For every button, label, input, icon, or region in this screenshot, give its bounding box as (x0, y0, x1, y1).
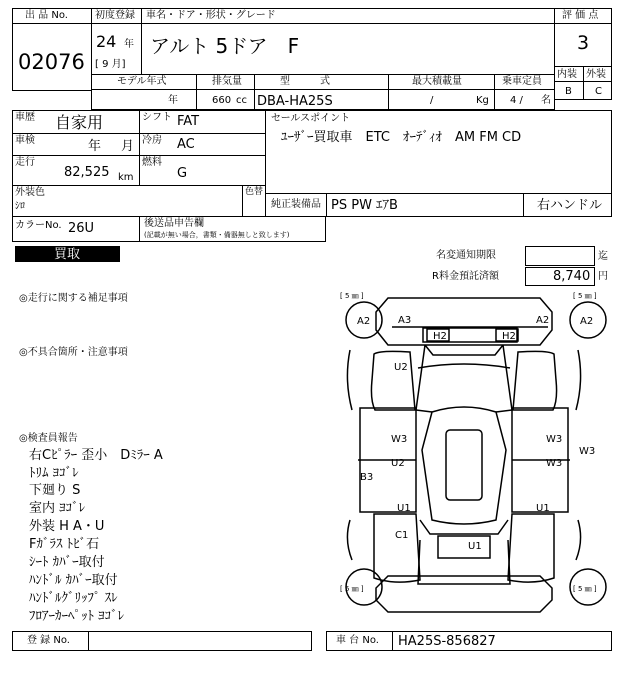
inspector-item: 右Cﾋﾟﾗｰ 歪小 Dﾐﾗｰ A (29, 448, 163, 463)
mark-front-bumper-left: A3 (398, 315, 412, 326)
history-label: 車歴 (15, 112, 35, 123)
mark-right-headlamp: H2 (502, 331, 516, 342)
capacity-unit: 名 (541, 95, 551, 106)
mark-left-door-rear: U2 (391, 458, 405, 469)
aircon-value: AC (177, 137, 195, 152)
mark-right-rear: U1 (536, 503, 550, 514)
mark-left-rear: U1 (397, 503, 411, 514)
max-load-unit: Kg (476, 95, 489, 106)
inspector-item: ﾄﾘﾑ ﾖｺﾞﾚ (29, 466, 79, 481)
mark-front-right-wheel: A2 (580, 316, 594, 327)
mark-left-fender: U2 (394, 362, 408, 373)
first-reg-year: 24 (96, 32, 117, 51)
inspector-item: Fｶﾞﾗｽ ﾄﾋﾞ石 (29, 537, 100, 552)
exterior-grade: C (595, 86, 602, 97)
model-type: DBA-HA25S (257, 94, 333, 109)
mileage-value: 82,525 (64, 165, 110, 180)
deadline-label: 名変通知期限 (436, 250, 496, 261)
shift-value: FAT (177, 114, 200, 129)
inspection-label: 車検 (15, 135, 35, 146)
exterior-label: 外装 (586, 69, 606, 80)
mark-rear-gate: U1 (468, 541, 482, 552)
inspector-label: ◎検査員報告 (19, 433, 78, 444)
aftermarket-note: (記載が無い場合，書類・備器無しと致します) (144, 231, 290, 239)
roof-panel (446, 430, 482, 500)
inspector-item: ﾊﾝﾄﾞﾙｸﾞﾘｯﾌﾟ ｽﾚ (29, 591, 118, 606)
color-no-label: カラーNo. (15, 220, 62, 231)
supplement-label: ◎走行に関する補足事項 (19, 293, 128, 304)
ext-color-label: 外装色 (15, 187, 45, 198)
left-rear-quarter (374, 514, 420, 582)
capacity-label: 乗車定員 (502, 76, 542, 87)
inspector-item: 下廻り S (29, 483, 81, 498)
recycle-label: R料金預託済額 (432, 271, 499, 282)
displacement-label: 排気量 (212, 76, 242, 87)
history-value: 自家用 (55, 113, 104, 132)
model-year-label: モデル年式 (117, 76, 167, 87)
mark-left-headlamp: H2 (433, 331, 447, 342)
buyback-label: 買取 (54, 247, 81, 262)
mark-left-side: B3 (360, 472, 374, 483)
inspector-item: ﾊﾝﾄﾞﾙ ｶﾊﾞｰ取付 (29, 573, 118, 588)
fuel-label: 燃料 (142, 157, 162, 168)
right-front-fender (513, 351, 557, 410)
aftermarket-label: 後送品申告欄 (144, 218, 204, 229)
repaint-label: 色替 (245, 187, 264, 197)
defects-label: ◎不具合箇所・注意事項 (19, 347, 128, 358)
recycle-amount: 8,740 (553, 269, 591, 284)
mark-left-door-front: W3 (391, 434, 408, 445)
inspection-month: 月 (121, 139, 135, 154)
displacement: 660 (212, 95, 232, 106)
tire-depth-fr: [ 5 ㎜ ] (573, 292, 597, 300)
shift-label: シフト (142, 112, 172, 123)
type-label: 型 式 (280, 76, 330, 87)
displacement-unit: cc (236, 95, 247, 106)
chassis-label: 車 台 No. (336, 635, 379, 646)
rear-gate (418, 540, 510, 584)
equipment-label: 純正装備品 (271, 199, 321, 210)
inspector-item: 外装 H A・U (29, 519, 105, 534)
right-rear-quarter (508, 514, 554, 582)
max-load-sep: / (430, 95, 434, 106)
sales-point-text: ﾕｰｻﾞｰ買取車 ETC ｵｰﾃﾞｨｵ AM FM CD (281, 130, 522, 145)
reg-no-label: 登 録 No. (27, 635, 70, 646)
interior-grade: B (565, 86, 572, 97)
sales-point-label: セールスポイント (271, 113, 351, 124)
rating-label: 評 価 点 (562, 10, 599, 21)
color-no-value: 26U (68, 221, 95, 236)
chassis-number: HA25S-856827 (398, 634, 496, 649)
mileage-label: 走行 (15, 157, 35, 168)
inspector-item: ﾌﾛｱｰｶｰﾍﾟｯﾄ ﾖｺﾞﾚ (29, 609, 125, 624)
rear-window (438, 536, 490, 558)
mileage-unit: km (118, 172, 134, 183)
hood-lines (425, 345, 503, 355)
mark-right-door-front: W3 (546, 434, 563, 445)
rating-value: 3 (577, 32, 590, 54)
first-reg-month: [ 9 月] (95, 59, 126, 70)
recycle-unit: 円 (598, 271, 608, 282)
mark-front-bumper-right: A2 (536, 315, 550, 326)
tire-depth-rl: [ 5 ㎜ ] (340, 585, 364, 593)
car-name: アルト 5ドア F (150, 34, 300, 58)
inspector-item: ｼｰﾄ ｶﾊﾞｰ取付 (29, 555, 105, 570)
ext-color-value: ｼﾛ (15, 201, 25, 212)
model-year-unit: 年 (168, 95, 178, 106)
mark-right-side: W3 (579, 446, 596, 457)
lot-number: 02076 (18, 50, 85, 74)
max-load-label: 最大積載量 (412, 76, 462, 87)
year-unit: 年 (124, 39, 134, 50)
capacity-value: 4 / (510, 95, 523, 106)
mark-right-door-rear: W3 (546, 458, 563, 469)
car-name-label: 車名・ドア・形状・グレード (146, 10, 276, 21)
equipment-value: PS PW ｴｱB (331, 198, 398, 213)
interior-label: 内装 (557, 69, 577, 80)
left-front-fender (371, 351, 415, 410)
inspection-year: 年 (88, 139, 102, 154)
fuel-value: G (177, 166, 188, 181)
tire-depth-rr: [ 5 ㎜ ] (573, 585, 597, 593)
first-reg-label: 初度登録 (95, 10, 135, 21)
tire-depth-fl: [ 5 ㎜ ] (340, 292, 364, 300)
mark-front-left-wheel: A2 (357, 316, 371, 327)
inspector-item: 室内 ﾖｺﾞﾚ (29, 501, 86, 516)
lot-number-label: 出 品 No. (25, 10, 68, 21)
deadline-unit: 迄 (598, 251, 608, 262)
aircon-label: 冷房 (142, 135, 162, 146)
mark-left-quarter: C1 (395, 530, 409, 541)
cabin-roof (422, 407, 506, 524)
handle-value: 右ハンドル (537, 198, 603, 213)
